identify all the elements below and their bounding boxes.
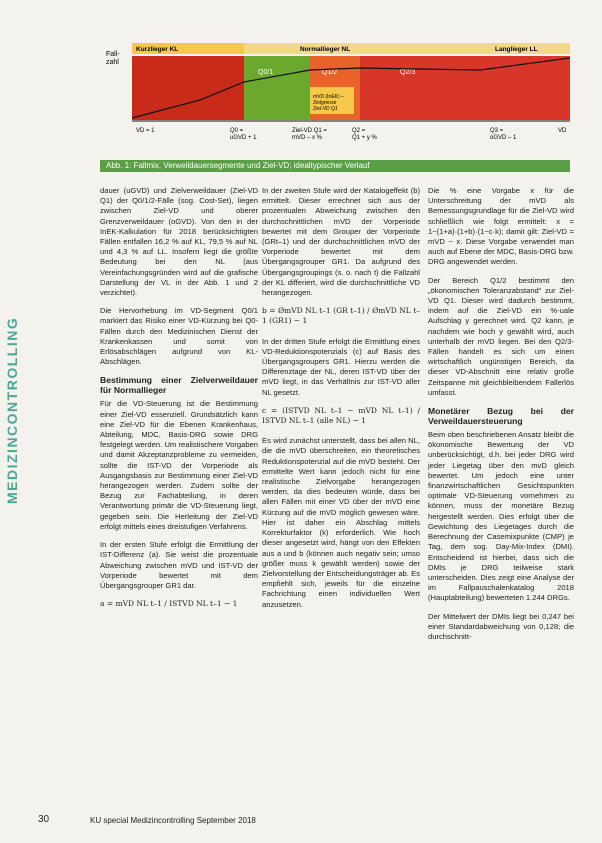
- paragraph: Es wird zunächst unterstellt, dass bei allen NL, die die mVD überschreiten, ein theoretisches Reduktionspotenzial auf die mVD besteht. Der ermittelte Wert kann jedoch nicht für eine realistische Zielvorgabe herangezogen werden, da dies bedeuten würde, dass bei allen Fällen mit einer VD über der mVD eine Kürzung auf die mVD möglich gewesen wäre. Hier ist daher ein Abschlag mittels Korrekturfaktor (k) erforderlich. Wie hoch dieser angesetzt wird, hängt von den Effekten aus a und b (können auch negativ sein; umso größer muss k gewählt werden) sowie der Zielvorstellung der Entscheidungsträger ab. Es empfiehlt sich, jeweils für die einzelne Fachrichtung einen individuellen Wert anzusetzen.: [262, 436, 420, 609]
- segment-kurzlieger: [132, 56, 244, 120]
- page-number: 30: [38, 814, 50, 825]
- paragraph: Die Hervorhebung im VD-Segment Q0/1 markiert das Risiko einer VD-Kürzung bei Q0-Fällen durch den Medizinischen Dienst der Krankenkassen und somit von Erlösabschlägen aufgrund von KL-Abschlägen.: [100, 306, 258, 367]
- x-label-vd1: VD = 1: [136, 128, 155, 134]
- x-label-ziel: Ziel-VD Q1 = mVD – x %: [292, 128, 327, 141]
- paragraph: In der zweiten Stufe wird der Katalogeffekt (b) ermittelt. Dieser errechnet sich aus der prozentualen Abweichung zwischen den durchschnittlichen mVD der Vorperiode bewertet mit dem Grouper der Vorperiode (GRt–1) und der durchschnittlichen mVD der Vorperiode bewertet mit dem Übergangsgrouper GR1. Da aufgrund des Übergangsgroupings (s. o. nach t) die Fallzahl der KL differiert, wird die durchschnittliche VD herangezogen.: [262, 186, 420, 298]
- top-label-long: Langlieger LL: [495, 46, 538, 53]
- paragraph: In der ersten Stufe erfolgt die Ermittlung der IST-Differenz (a). Sie weist die prozentuale Abweichung zwischen mVD und IST-VD der Vorperiode bewertet mit dem Übergangsgrouper GR1 dar.: [100, 540, 258, 590]
- section-heading: Monetärer Bezug bei der Verweildauersteuerung: [428, 406, 574, 427]
- x-label-q0: Q0 = uGVD + 1: [230, 128, 257, 141]
- formula-b: b = ØmVD NL t–1 (GR t–1) / ØmVD NL t–1 (GR1) − 1: [262, 306, 420, 326]
- x-label-q3: Q3 = oGVD – 1: [490, 128, 517, 141]
- figure-chart: [100, 40, 570, 160]
- column-2: [262, 186, 420, 618]
- paragraph: dauer (uGVD) und Zielverweildauer (Ziel-VD Q1) der Q0/1/2-Fälle (sog. Cost-Set), liegen zwischen Ziel-VD und oberer Grenzverweildauer (oGVD). Von den in der InEK-Kalkulation für 2018 berücksichtigten Fällen entfallen 16,2 % auf KL, 79,5 % auf NL und 4,3 % auf LL. Insofern liegt die größte Bedeutung bei den NL (aus Vereinfachungsgründen wird auf die grafische Darstellung der VL in der Abb. 1 und 2 verzichtet).: [100, 186, 258, 298]
- sidebar: [0, 0, 30, 843]
- paragraph: Der Bereich Q1/2 bestimmt den „ökonomischen Toleranzabstand“ zur Ziel-VD Q1. Dieser wird dadurch bestimmt, indem auf die Ziel-VD ein %-uale Aufschlag y gerechnet wird. Q2 kann, je nachdem wie hoch y gewählt wird, auch unterhalb der mVD liegen. Bei den Q2/3-Fällen handelt es sich um einen wirtschaftlich ungünstigen Bereich, da dieser VD-Abschnitt eine relativ große Zeitspanne mit gleichbleibendem Fallerlös umfasst.: [428, 275, 574, 397]
- section-label: MEDIZINCONTROLLING: [4, 316, 20, 504]
- label-q01: Q0/1: [258, 69, 274, 76]
- formula-c: c = (ISTVD NL t–1 − mVD NL t–1) / ISTVD NL t–1 (alle NL) − 1: [262, 405, 420, 426]
- x-label-q2: Q2 = Q1 + y %: [352, 128, 377, 141]
- page-footer: [30, 814, 570, 828]
- label-q23: Q2/3: [400, 69, 416, 76]
- segment-q23: [360, 56, 570, 120]
- column-3: [428, 186, 574, 650]
- section-heading: Bestimmung einer Zielverweildauer für Normallieger: [100, 375, 258, 396]
- magazine-title: KU special Medizincontrolling September 2018: [90, 816, 256, 825]
- y-axis-label: Fall-zahl: [106, 51, 120, 66]
- segment-q01: [244, 56, 310, 120]
- paragraph: Beim oben beschriebenen Ansatz bleibt die ökonomische Bewertung der VD unberücksichtigt, d.h. bei jeder DRG wird jeder Liegetag über den mvD gleich bewertet. Um jedoch eine unter finanzwirtschaftlichen Gesichtspunkten optimale VD-Steuerung vornehmen zu können, muss der monetäre Bezug hergestellt werden. Dies erfolgt über die Gewichtung des Liegetages durch die Berechnung der Casemixpunkte (CMP) je Tag, dem sog. Day-Mix-Index (DMI). Entscheidend ist hierbei, dass sich die DMIs je DRG teilweise stark unterscheiden. Dies zeigt eine Analyse der im Fallpauschalenkatalog 2018 (Hauptabteilung) bewerteten 1.244 DRGs.: [428, 430, 574, 603]
- x-label-vd: VD: [558, 128, 567, 134]
- paragraph: Der Mittelwert der DMIs liegt bei 0,247 bei einer Standardabweichung von 0,128; die durchschnitt-: [428, 611, 574, 641]
- top-label-short: Kurzlieger KL: [136, 46, 179, 53]
- paragraph: Die % eine Vorgabe x für die Unterschreitung der mVD als Bemessungsgrundlage für die Ziel-VD wird schließlich wie folgt ermittelt: x = 1−(1+a)·(1+b)·(1−c·k); damit gilt: Ziel-VD = mVD − x. Diese Vorgabe verwendet man auch auf Ebene der MDC, Basis-DRG bzw. DRG angewendet werden.: [428, 186, 574, 267]
- label-q12: Q1/2: [322, 69, 338, 76]
- paragraph: Für die VD-Steuerung ist die Bestimmung einer Ziel-VD essenziell. Grundsätzlich kann eine Ziel-VD für die Ebenen Krankenhaus, Abteilung, MDC, Basis-DRG sowie DRG festgelegt werden. Um realistischere Vorgaben und damit Akzeptanzprobleme zu vermeiden, sollte die IST-VD der Vorperiode als Ausgangsbasis zur Bestimmung einer Ziel-VD herangezogen werden. Zudem sollte der Bezug zur Fachabteilung, in deren Verantwortung primär die VD-Steuerung liegt, gegeben sein. Die Herleitung der Ziel-VD erfolgt mittels eines dreistufigen Verfahrens.: [100, 399, 258, 531]
- figure-verweildauer: [100, 40, 570, 180]
- top-label-normal: Normallieger NL: [300, 46, 351, 53]
- column-1: [100, 186, 258, 619]
- figure-caption: Abb. 1: Fallmix, Verweildauersegmente und Ziel-VD; idealtypischer Verlauf: [100, 160, 570, 172]
- paragraph: In der dritten Stufe erfolgt die Ermittlung eines VD-Reduktionspotenzials (c) auf Basis des Übergangsgroupers GR1. Hierzu werden die Differenztage der NL, deren IST-VD über der mVD liegt, in das Verhältnis zur IST-VD aller NL gesetzt.: [262, 336, 420, 397]
- zielgrenze-text: mVD (InEK) – Zielgrenze Ziel-VD Q1: [313, 94, 344, 112]
- formula-a: a = mVD NL t–1 / ISTVD NL t–1 − 1: [100, 599, 238, 609]
